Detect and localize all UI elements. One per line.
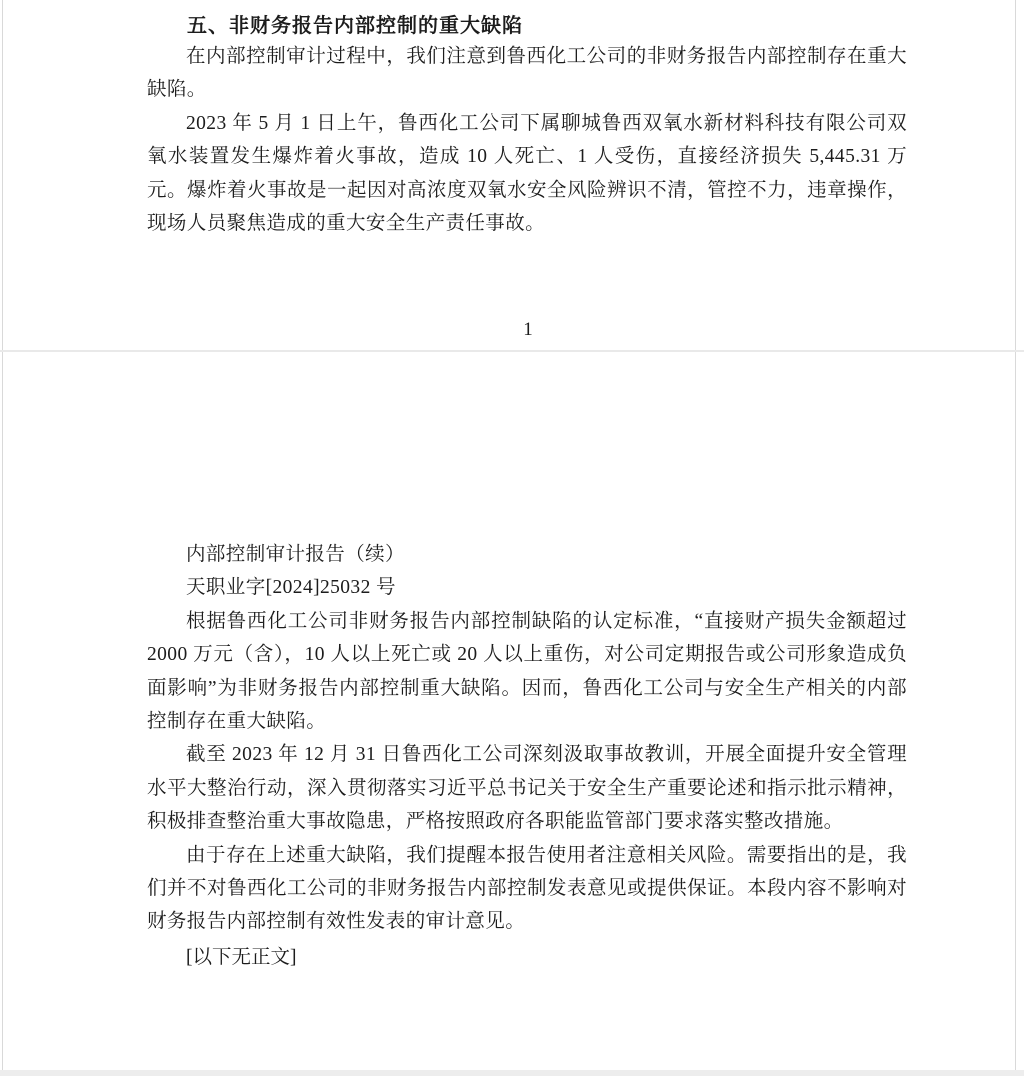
paragraph-accident-description: 2023 年 5 月 1 日上午，鲁西化工公司下属聊城鲁西双氧水新材料科技有限公司双氧水装置发生爆炸着火事故，造成 10 人死亡、1 人受伤，直接经济损失 5,445.31 万元。爆炸着火事故是一起因对高浓度双氧水安全风险辨识不清，管控不力，违章操作，现场人员聚焦造成的重大安全生产责任事故。	[147, 112, 907, 235]
paragraph-audit-notice: 在内部控制审计过程中，我们注意到鲁西化工公司的非财务报告内部控制存在重大缺陷。	[147, 46, 907, 101]
report-page-2	[2, 352, 1016, 1070]
viewer-gap-strip	[0, 1070, 1024, 1076]
paragraph-risk-reminder: 由于存在上述重大缺陷，我们提醒本报告使用者注意相关风险。需要指出的是，我们并不对鲁西化工公司的非财务报告内部控制发表意见或提供保证。本段内容不影响对财务报告内部控制有效性发表的审计意见。	[147, 844, 907, 933]
page-1-content	[3, 0, 1015, 240]
continuation-header: 内部控制审计报告（续）	[186, 544, 405, 565]
report-page-1	[2, 0, 1016, 350]
paragraph-rectification-actions: 截至 2023 年 12 月 31 日鲁西化工公司深刻汲取事故教训，开展全面提升安全管理水平大整治行动，深入贯彻落实习近平总书记关于安全生产重要论述和指示批示精神，积极排查整治重大事故隐患，严格按照政府各职能监管部门要求落实整改措施。	[147, 744, 907, 833]
end-of-text-note: [以下无正文]	[186, 946, 297, 968]
page-number: 1	[523, 319, 533, 340]
section-heading-major-deficiency: 五、非财务报告内部控制的重大缺陷	[187, 15, 523, 37]
page-2-content	[3, 352, 1015, 974]
reference-number: 天职业字[2024]25032 号	[186, 577, 396, 599]
paragraph-deficiency-criteria: 根据鲁西化工公司非财务报告内部控制缺陷的认定标准，“直接财产损失金额超过 2000 万元（含），10 人以上死亡或 20 人以上重伤，对公司定期报告或公司形象造成负面影响”为非财务报告内部控制重大缺陷。因而，鲁西化工公司与安全生产相关的内部控制存在重大缺陷。	[147, 610, 907, 733]
